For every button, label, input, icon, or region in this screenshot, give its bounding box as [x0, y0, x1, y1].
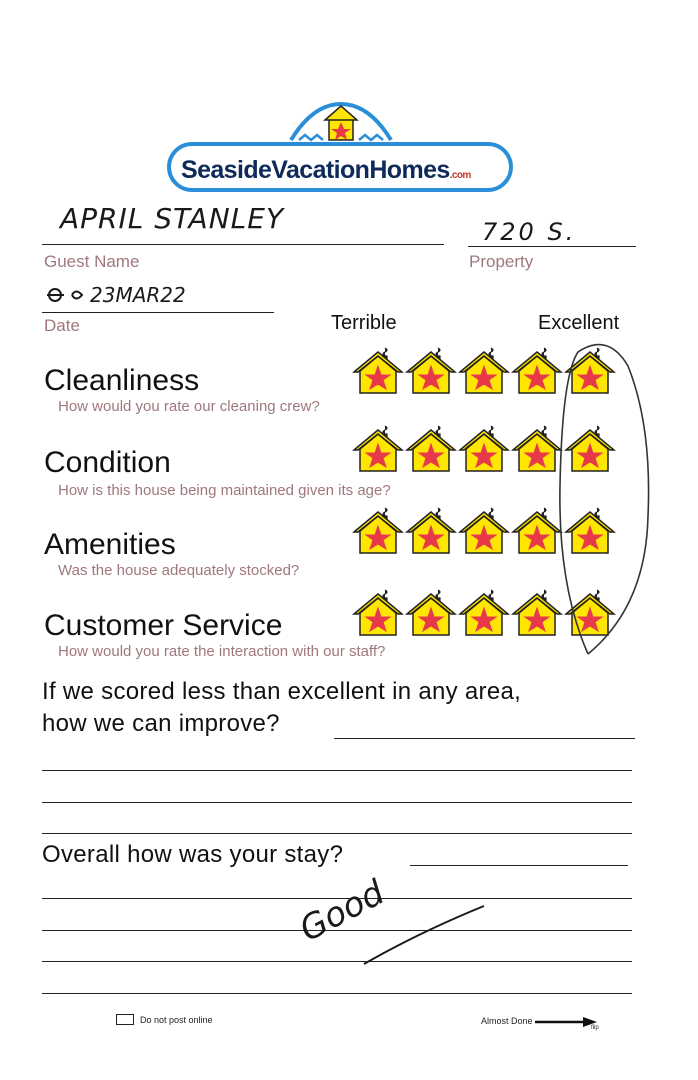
arrow-right-icon	[535, 1017, 597, 1027]
category-question-condition: How is this house being maintained given its age?	[58, 482, 391, 499]
overall-answer-line-1[interactable]	[410, 865, 628, 866]
star-house-icon[interactable]	[458, 344, 510, 396]
answer-underline-stroke	[360, 902, 490, 968]
improve-prompt-line2: how we can improve?	[42, 710, 280, 737]
property-caption: Property	[469, 252, 534, 271]
improve-prompt-line1: If we scored less than excellent in any area,	[42, 678, 522, 705]
property-value: 720 S.	[482, 218, 577, 246]
guest-name-line	[42, 244, 444, 245]
overall-answer-line-5[interactable]	[42, 993, 632, 994]
guest-name-caption: Guest Name	[44, 252, 140, 271]
do-not-post-label: Do not post online	[140, 1014, 213, 1025]
date-caption: Date	[44, 316, 80, 335]
property-line	[468, 246, 636, 247]
date-line	[42, 312, 274, 313]
do-not-post-option[interactable]	[116, 1014, 213, 1025]
category-question-cleanliness: How would you rate our cleaning crew?	[58, 398, 320, 415]
overall-answer-line-4[interactable]	[42, 961, 632, 962]
category-question-customer-service: How would you rate the interaction with our staff?	[58, 643, 386, 660]
improve-answer-line-1[interactable]	[334, 738, 635, 739]
date-scribble-icon	[44, 284, 90, 306]
star-house-icon[interactable]	[352, 344, 404, 396]
star-house-icon[interactable]	[458, 504, 510, 556]
scale-high-label: Excellent	[538, 312, 620, 334]
overall-answer-text: Good	[293, 872, 392, 950]
do-not-post-checkbox[interactable]	[116, 1014, 134, 1025]
star-house-icon[interactable]	[405, 422, 457, 474]
category-title-amenities: Amenities	[44, 528, 176, 561]
star-house-icon[interactable]	[352, 504, 404, 556]
improve-answer-line-4[interactable]	[42, 833, 632, 834]
almost-done-label: Almost Done	[481, 1016, 533, 1026]
star-house-icon[interactable]	[352, 422, 404, 474]
star-house-icon[interactable]	[405, 504, 457, 556]
category-question-amenities: Was the house adequately stocked?	[58, 562, 300, 579]
date-value: 23MAR22	[90, 283, 186, 307]
improve-answer-line-2[interactable]	[42, 770, 632, 771]
guest-name-value: APRIL STANLEY	[60, 202, 285, 235]
company-logo	[163, 96, 519, 202]
improve-answer-line-3[interactable]	[42, 802, 632, 803]
star-house-icon[interactable]	[458, 422, 510, 474]
star-house-icon[interactable]	[405, 344, 457, 396]
star-house-icon[interactable]	[458, 586, 510, 638]
category-title-cleanliness: Cleanliness	[44, 364, 200, 397]
scale-low-label: Terrible	[331, 312, 397, 334]
logo-text: SeasideVacationHomes.com	[181, 156, 471, 184]
category-title-condition: Condition	[44, 446, 171, 479]
star-house-icon[interactable]	[352, 586, 404, 638]
excellent-circle-mark	[548, 336, 658, 658]
star-house-icon[interactable]	[405, 586, 457, 638]
overall-prompt: Overall how was your stay?	[42, 841, 344, 868]
category-title-customer-service: Customer Service	[44, 609, 283, 642]
flip-label: flip	[591, 1025, 599, 1031]
almost-done-indicator	[481, 1016, 599, 1031]
